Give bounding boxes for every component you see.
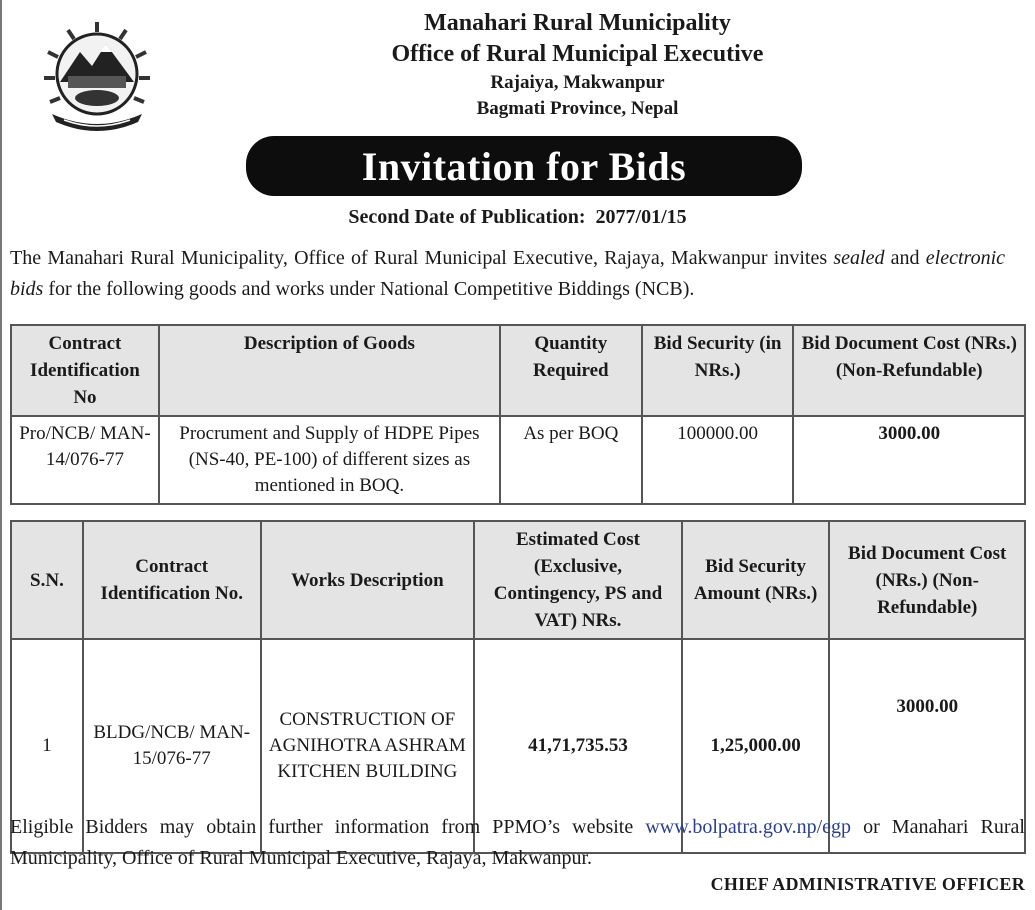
address-line-2: Bagmati Province, Nepal	[476, 98, 679, 119]
works-header-sn: S.N.	[11, 521, 83, 639]
intro-paragraph	[10, 243, 1005, 305]
works-cell-doc-cost: 3000.00	[829, 639, 1025, 853]
works-cell-estimated-cost: 41,71,735.53	[474, 639, 681, 853]
signature-title: CHIEF ADMINISTRATIVE OFFICER	[710, 874, 1025, 894]
intro-text-3: for the following goods and works under National Competitive Biddings (NCB).	[43, 278, 695, 300]
page-left-border	[0, 0, 2, 910]
table-row	[11, 416, 1025, 504]
goods-cell-contract-id: Pro/NCB/ MAN- 14/076-77	[11, 416, 159, 504]
publication-date	[0, 206, 1035, 229]
goods-header-description: Description of Goods	[159, 325, 500, 416]
goods-cell-bid-security: 100000.00	[642, 416, 794, 504]
publication-date-value: 2077/01/15	[595, 206, 687, 228]
nepal-government-emblem-icon	[38, 18, 156, 136]
footer-text-2: or Manahari Rural Municipality, Office of Rural Municipal Executive, Rajaya, Makwanpur.	[10, 816, 1025, 869]
works-cell-contract-id: BLDG/NCB/ MAN-15/076-77	[83, 639, 261, 853]
goods-table-header-row	[11, 325, 1025, 416]
municipality-name: Manahari Rural Municipality	[424, 10, 731, 36]
works-table	[10, 520, 1026, 854]
goods-header-bid-security: Bid Security (in NRs.)	[642, 325, 794, 416]
goods-cell-quantity: As per BOQ	[500, 416, 642, 504]
address-line-1: Rajaiya, Makwanpur	[490, 72, 665, 93]
intro-italic-electronic: electronic bids	[10, 247, 1005, 300]
footer-text-1: Eligible Bidders may obtain further information from PPMO’s website	[10, 816, 646, 838]
goods-header-quantity: Quantity Required	[500, 325, 642, 416]
office-name: Office of Rural Municipal Executive	[391, 41, 764, 67]
goods-cell-description: Procrument and Supply of HDPE Pipes (NS-40, PE-100) of different sizes as mentioned in BOQ.	[159, 416, 500, 504]
goods-table	[10, 324, 1026, 505]
intro-text-1: The Manahari Rural Municipality, Office of Rural Municipal Executive, Rajaya, Makwanpur invites	[10, 247, 834, 269]
works-header-contract-id: Contract Identification No.	[83, 521, 261, 639]
publication-label: Second Date of Publication:	[348, 206, 586, 228]
works-header-doc-cost: Bid Document Cost (NRs.) (Non-Refundable)	[829, 521, 1025, 639]
works-header-bid-security: Bid Security Amount (NRs.)	[682, 521, 830, 639]
works-cell-description: CONSTRUCTION OF AGNIHOTRA ASHRAM KITCHEN BUILDING	[261, 639, 475, 853]
invitation-banner: Invitation for Bids	[246, 136, 802, 196]
works-table-header-row	[11, 521, 1025, 639]
goods-cell-doc-cost: 3000.00	[793, 416, 1025, 504]
goods-header-doc-cost: Bid Document Cost (NRs.) (Non-Refundable)	[793, 325, 1025, 416]
intro-text-2: and	[884, 247, 926, 269]
intro-italic-sealed: sealed	[833, 247, 885, 269]
header	[160, 8, 995, 122]
works-header-estimated-cost: Estimated Cost (Exclusive, Contingency, PS and VAT) NRs.	[474, 521, 681, 639]
works-header-description: Works Description	[261, 521, 475, 639]
footer-paragraph	[10, 812, 1025, 874]
goods-header-contract-id: Contract Identification No	[11, 325, 159, 416]
works-cell-sn: 1	[11, 639, 83, 853]
works-cell-bid-security: 1,25,000.00	[682, 639, 830, 853]
ppmo-website-link[interactable]: www.bolpatra.gov.np/egp	[645, 816, 852, 838]
